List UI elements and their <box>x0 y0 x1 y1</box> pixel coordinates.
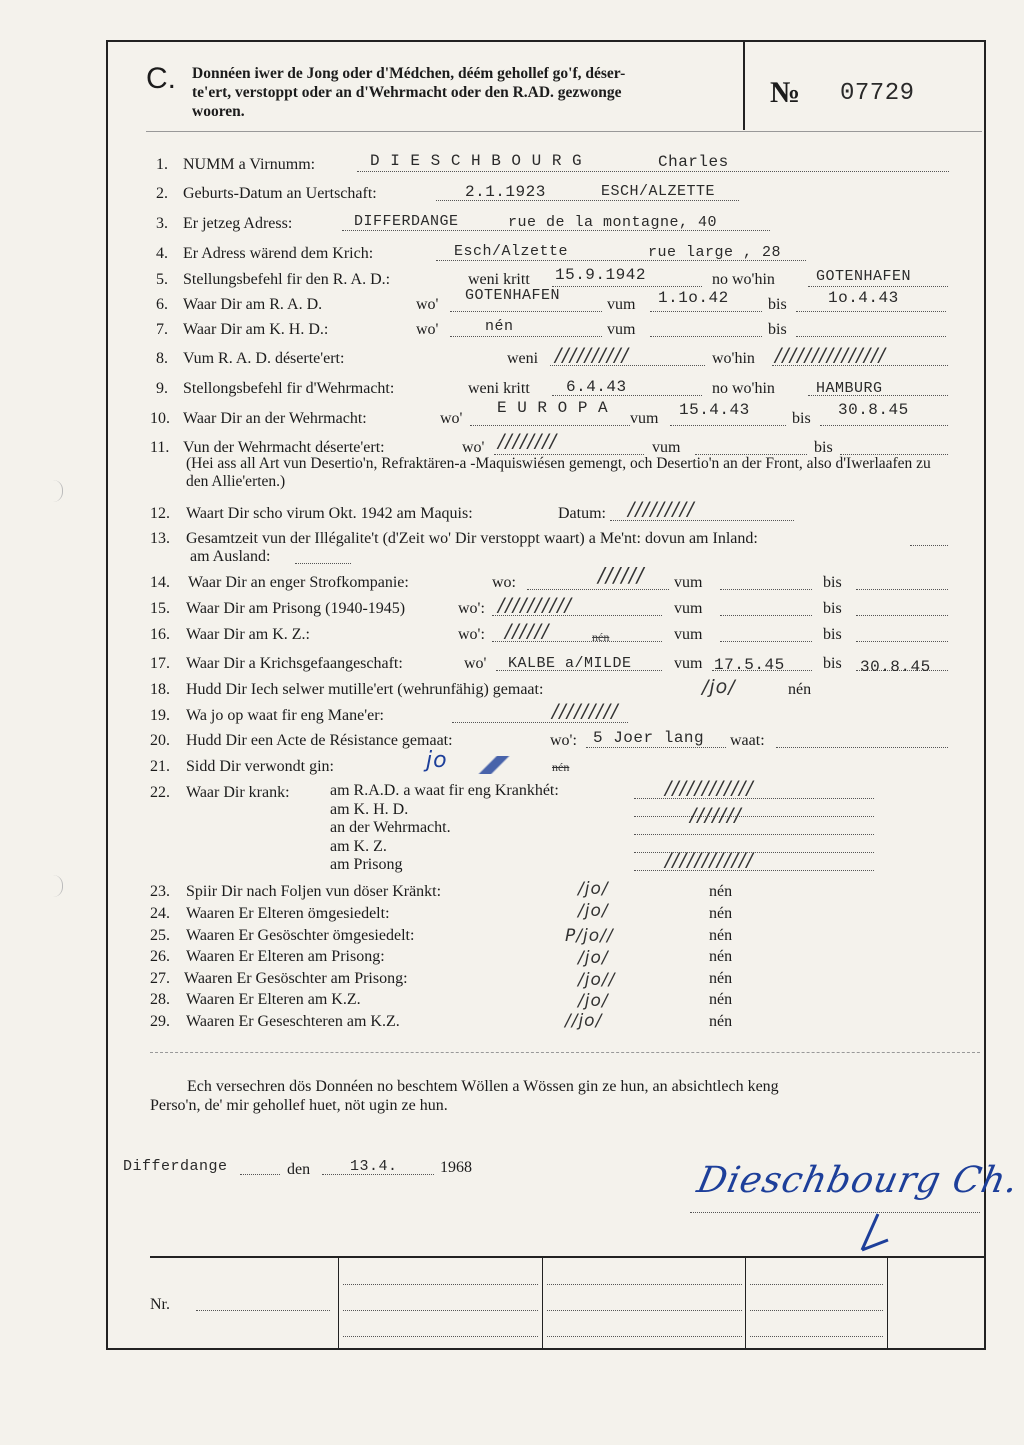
wounded-nen-struck: nén <box>552 760 570 774</box>
sub-label: wo': <box>458 626 485 643</box>
field-label: Sidd Dir verwondt gin: <box>186 758 334 775</box>
dotted-line <box>450 336 602 337</box>
header-rule <box>146 131 982 132</box>
sub-label: bis <box>823 574 842 591</box>
dotted-line <box>856 615 948 616</box>
field-label: Er Adress wärend dem Krich: <box>183 245 374 262</box>
sub-label: bis <box>814 439 833 456</box>
dotted-line <box>856 589 948 590</box>
sub-label: weni kritt <box>468 271 530 288</box>
field-label: Vum R. A. D. déserte'ert: <box>183 350 345 367</box>
dotted-line <box>586 747 726 748</box>
sub-label: waat: <box>730 732 765 749</box>
desert-place: //////// <box>498 430 558 452</box>
row-number: 20. <box>150 732 170 749</box>
firstname-value: Charles <box>658 153 729 171</box>
dotted-line <box>750 1310 883 1311</box>
war-address-street: rue large , 28 <box>648 244 782 261</box>
dotted-line <box>450 311 602 312</box>
answer-26: /jo/ <box>578 948 609 968</box>
wehrmacht-order-place: HAMBURG <box>816 380 883 397</box>
row-number: 18. <box>150 681 170 698</box>
row-number: 16. <box>150 626 170 643</box>
signature-place: Differdange <box>123 1158 228 1175</box>
field-label: Waaren Er Gesöschter am Prisong: <box>184 970 408 987</box>
sub-label: vum <box>607 296 636 313</box>
field-label: Waar Dir an enger Strofkompanie: <box>188 574 409 591</box>
name-value: D I E S C H B O U R G <box>370 152 583 170</box>
khd-place: nén <box>485 318 514 335</box>
resistance-place: 5 Joer lang <box>593 729 705 747</box>
row-number: 29. <box>150 1013 170 1030</box>
header-divider <box>743 42 745 130</box>
dotted-line <box>343 1284 538 1285</box>
field-label: Hudd Dir een Acte de Résistance gemaat: <box>186 732 453 749</box>
row-number: 27. <box>150 970 170 987</box>
section-rule <box>150 1052 980 1053</box>
dotted-line <box>776 747 948 748</box>
row-number: 17. <box>150 655 170 672</box>
dotted-line <box>527 589 669 590</box>
row-number: 1. <box>156 156 168 173</box>
footer-col <box>745 1258 746 1348</box>
row-number: 4. <box>156 245 168 262</box>
illness-sublabels: am R.A.D. a waat fir eng Krankhét: am K. H. D. an der Wehrmacht. am K. Z. am Prisong <box>330 782 559 873</box>
sub-label: weni kritt <box>468 380 530 397</box>
birthplace-value: ESCH/ALZETTE <box>601 183 716 200</box>
sub-label: vum <box>674 600 703 617</box>
dotted-line <box>796 336 946 337</box>
sub-label: nén <box>709 883 733 900</box>
rad-to: 1o.4.43 <box>828 289 899 307</box>
dotted-line <box>634 834 874 835</box>
prison-place: ////////// <box>498 594 573 616</box>
wounded-scribble <box>478 756 510 774</box>
dotted-line <box>720 589 812 590</box>
row-number: 14. <box>150 574 170 591</box>
dotted-line <box>690 1212 980 1213</box>
maquis-date: ///////// <box>628 498 695 520</box>
answer-29: //jo/ <box>565 1011 603 1031</box>
dotted-line <box>750 1284 883 1285</box>
dotted-line <box>295 563 351 564</box>
dotted-line <box>796 311 946 312</box>
nr-label: Nr. <box>150 1296 170 1313</box>
signature-flourish <box>848 1210 894 1256</box>
mutilation-answer: /jo/ <box>702 676 736 698</box>
dotted-line <box>196 1310 330 1311</box>
field-label: Waar Dir a Krichsgefaangeschaft: <box>186 655 403 672</box>
sub-label: nén <box>709 970 733 987</box>
row-number: 12. <box>150 505 170 522</box>
declaration-line-1: Ech versechren dös Donnéen no beschtem Wöllen a Wössen gin ze hun, an absichtlech keng <box>187 1078 779 1095</box>
illness-rad: //////////// <box>665 777 754 799</box>
wehrmacht-place: E U R O P A <box>497 399 609 417</box>
signature-date: 13.4. <box>350 1158 398 1175</box>
dotted-line <box>547 1310 742 1311</box>
field-label: Waar Dir krank: <box>186 784 290 801</box>
row-number: 8. <box>156 350 168 367</box>
dotted-line <box>808 286 948 287</box>
sub-label: wo' <box>416 296 439 313</box>
row-number: 19. <box>150 707 170 724</box>
row-number: 15. <box>150 600 170 617</box>
kz-place: ////// <box>505 620 550 642</box>
frame-bottom <box>106 1348 986 1350</box>
dotted-line <box>650 311 762 312</box>
sub-label: Datum: <box>558 505 606 522</box>
field-label: Er jetzeg Adress: <box>183 215 293 232</box>
dotted-line <box>343 1310 538 1311</box>
pow-place: KALBE a/MILDE <box>508 655 632 672</box>
signature-year: 1968 <box>440 1159 472 1176</box>
sub-label: vum <box>674 626 703 643</box>
answer-27: /jo// <box>578 970 616 990</box>
footer-col <box>887 1258 888 1348</box>
row-number: 11. <box>150 439 170 456</box>
punch-hole <box>52 480 63 502</box>
field-label: Waar Dir am Prisong (1940-1945) <box>186 600 406 617</box>
dotted-line <box>856 641 948 642</box>
row-number: 24. <box>150 905 170 922</box>
sub-label: vum <box>674 574 703 591</box>
signature: Dieschbourg Ch. <box>693 1160 1023 1201</box>
strafkompanie-place: ////// <box>598 563 645 587</box>
dotted-line <box>452 722 628 723</box>
sub-label: bis <box>792 410 811 427</box>
section-letter: C. <box>146 62 176 95</box>
field-label: Waar Dir am K. Z.: <box>186 626 310 643</box>
rad-desert-date: ////////// <box>555 344 630 366</box>
punch-hole <box>52 875 63 897</box>
kz-nen-struck: nén <box>592 630 610 644</box>
sub-label: nén <box>709 991 733 1008</box>
field-label: Wa jo op waat fir eng Mane'er: <box>186 707 384 724</box>
dotted-line <box>470 425 630 426</box>
sub-label: weni <box>507 350 539 367</box>
answer-28: /jo/ <box>578 991 609 1011</box>
row-number: 10. <box>150 410 170 427</box>
wehrmacht-from: 15.4.43 <box>679 401 750 419</box>
field-label: Waaren Er Gesöschter ömgesiedelt: <box>186 927 415 944</box>
field-label: Waar Dir an der Wehrmacht: <box>183 410 367 427</box>
field-label: Waaren Er Geseschteren am K.Z. <box>186 1013 400 1030</box>
rad-from: 1.1o.42 <box>658 289 729 307</box>
dotted-line <box>547 1336 742 1337</box>
frame-right <box>984 40 986 1350</box>
field-label: Waar Dir am R. A. D. <box>183 296 323 313</box>
dotted-line <box>634 816 874 817</box>
den-label: den <box>287 1161 311 1178</box>
sub-label: bis <box>823 655 842 672</box>
sub-label: nén <box>788 681 812 698</box>
sub-label: bis <box>768 321 787 338</box>
sub-label: vum <box>607 321 636 338</box>
dotted-line <box>720 641 812 642</box>
row-number: 2. <box>156 185 168 202</box>
dotted-line <box>552 286 702 287</box>
field-label: Hudd Dir Iech selwer mutille'ert (wehrunfähig) gemaat: <box>186 681 544 698</box>
sub-label: no wo'hin <box>712 271 775 288</box>
field-label: Waaren Er Elteren am Prisong: <box>186 948 385 965</box>
dotted-line <box>820 425 948 426</box>
sub-label: wo': <box>550 732 577 749</box>
answer-25: P/jo// <box>565 926 614 946</box>
sub-label: vum <box>652 439 681 456</box>
field-label: NUMM a Virnumm: <box>183 156 316 173</box>
sub-label: wo'hin <box>712 350 755 367</box>
field-label: Spiir Dir nach Foljen vun döser Kränkt: <box>186 883 442 900</box>
field-label: Geburts-Datum an Uertschaft: <box>183 185 377 202</box>
sub-label: bis <box>768 296 787 313</box>
sub-label: vum <box>630 410 659 427</box>
sub-label: nén <box>709 948 733 965</box>
sub-label: bis <box>823 626 842 643</box>
row-number: 23. <box>150 883 170 900</box>
row-number: 28. <box>150 991 170 1008</box>
dotted-line <box>670 425 786 426</box>
row-number: 7. <box>156 321 168 338</box>
field-label: Gesamtzeit vun der Illégalite't (d'Zeit wo' Dir verstoppt waart) a Me'nt: dovun am Inland: <box>186 530 758 547</box>
sub-label: nén <box>709 927 733 944</box>
desertion-note: (Hei ass all Art vun Desertio'n, Refraktären-a -Maquiswiésen gemengt, och Desertio'n an der Front, also d'Iwerlaafen zu den Allie'erten.) <box>186 455 931 490</box>
illness-wehrmacht: /////// <box>690 804 742 826</box>
sub-label: bis <box>823 600 842 617</box>
dotted-line <box>720 615 812 616</box>
field-label: Waart Dir scho virum Okt. 1942 am Maquis: <box>186 505 473 522</box>
sub-label: vum <box>674 655 703 672</box>
dotted-line <box>240 1174 280 1175</box>
frame-left <box>106 40 108 1350</box>
field-label: Stellongsbefehl fir d'Wehrmacht: <box>183 380 395 397</box>
sub-label: nén <box>709 905 733 922</box>
row-number: 9. <box>156 380 168 397</box>
field-label: Waaren Er Elteren am K.Z. <box>186 991 361 1008</box>
row-number: 26. <box>150 948 170 965</box>
number-sign: № <box>770 76 801 109</box>
row-number: 5. <box>156 271 168 288</box>
rad-desert-place: /////////////// <box>775 344 887 366</box>
field-label: am Ausland: <box>190 548 271 565</box>
sub-label: wo' <box>462 439 485 456</box>
row-number: 22. <box>150 784 170 801</box>
footer-top-rule <box>150 1256 986 1258</box>
field-label: Waar Dir am K. H. D.: <box>183 321 329 338</box>
wehrmacht-to: 30.8.45 <box>838 401 909 419</box>
mutilation-manner: ///////// <box>552 700 619 722</box>
pow-from: 17.5.45 <box>714 656 785 674</box>
dotted-line <box>547 1284 742 1285</box>
wehrmacht-order-date: 6.4.43 <box>566 378 627 396</box>
sub-label: wo': <box>458 600 485 617</box>
sub-label: wo' <box>416 321 439 338</box>
dotted-line <box>610 520 794 521</box>
dotted-line <box>750 1336 883 1337</box>
footer-col <box>542 1258 543 1348</box>
illness-prison: //////////// <box>665 849 754 871</box>
sub-label: no wo'hin <box>712 380 775 397</box>
row-number: 25. <box>150 927 170 944</box>
rad-order-date: 15.9.1942 <box>555 266 646 284</box>
row-number: 13. <box>150 530 170 547</box>
header-title: Donnéen iwer de Jong oder d'Médchen, déém gehollef go'f, déser- te'ert, verstoppt oder an d'Wehrmacht oder den R.AD. gezwonge wooren. <box>192 65 626 120</box>
declaration-line-2: Perso'n, de' mir gehollef huet, nöt ugin ze hun. <box>150 1097 448 1114</box>
war-address-city: Esch/Alzette <box>454 243 569 260</box>
row-number: 3. <box>156 215 168 232</box>
rad-place: GOTENHAFEN <box>465 287 561 304</box>
birthdate-value: 2.1.1923 <box>465 183 546 201</box>
address-city: DIFFERDANGE <box>354 213 459 230</box>
answer-23: /jo/ <box>578 879 609 899</box>
sub-label: nén <box>709 1013 733 1030</box>
row-number: 21. <box>150 758 170 775</box>
rad-order-place: GOTENHAFEN <box>816 268 912 285</box>
field-label: Vun der Wehrmacht déserte'ert: <box>183 439 385 456</box>
dotted-line <box>650 336 762 337</box>
dotted-line <box>343 1336 538 1337</box>
sub-label: wo' <box>464 655 487 672</box>
row-number: 6. <box>156 296 168 313</box>
field-label: Stellungsbefehl fir den R. A. D.: <box>183 271 391 288</box>
pow-to: 30.8.45 <box>860 658 931 676</box>
sub-label: wo: <box>492 574 516 591</box>
dotted-line <box>357 171 949 172</box>
address-street: rue de la montagne, 40 <box>508 214 718 231</box>
dotted-line <box>910 545 948 546</box>
footer-col <box>338 1258 339 1348</box>
form-number: 07729 <box>840 80 915 107</box>
answer-24: /jo/ <box>578 901 609 921</box>
sub-label: wo' <box>440 410 463 427</box>
wounded-answer: jo <box>426 748 448 773</box>
frame-top <box>106 40 986 42</box>
field-label: Waaren Er Elteren ömgesiedelt: <box>186 905 390 922</box>
